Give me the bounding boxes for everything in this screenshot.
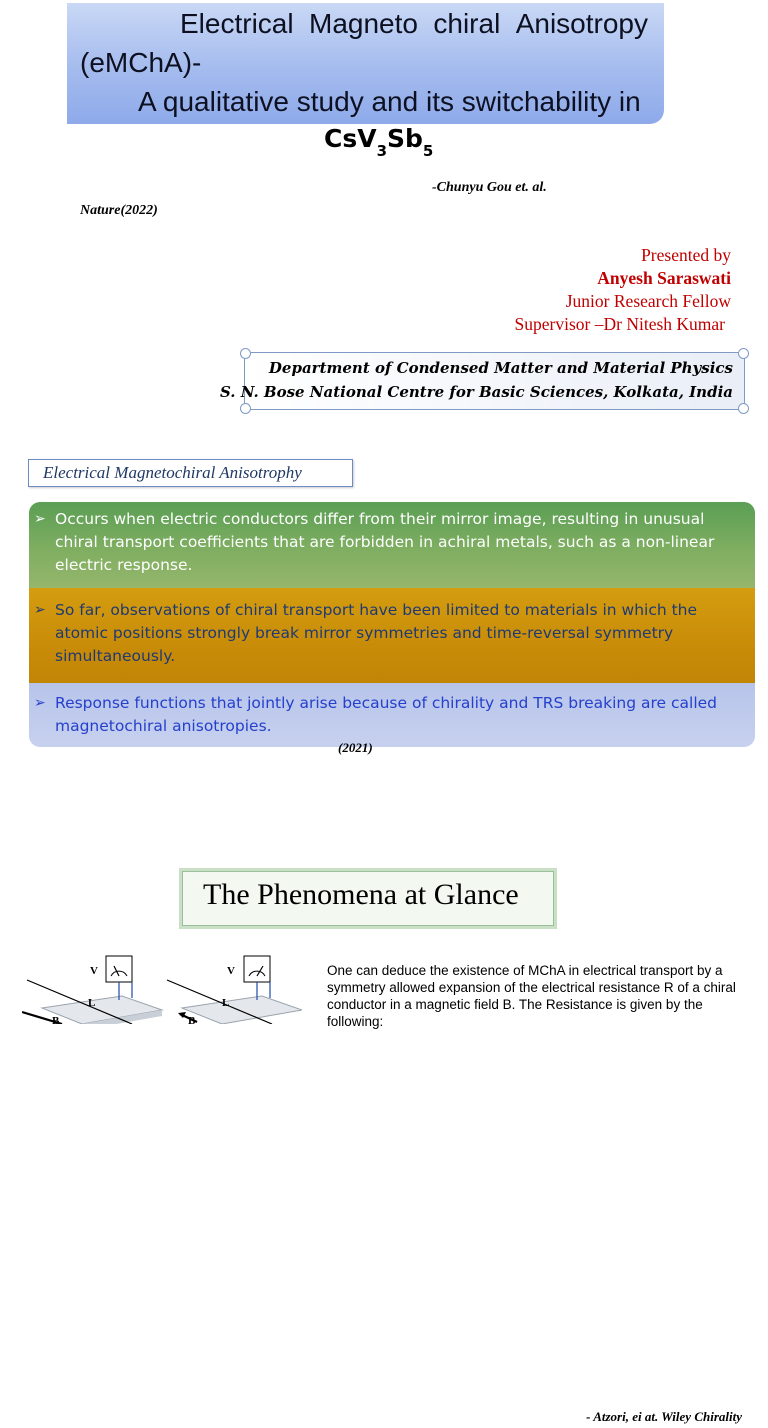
figure-label-l: L — [222, 997, 230, 1009]
scroll-curl-decoration — [738, 403, 749, 414]
bullet-text: Response functions that jointly arise because of chirality and TRS breaking are called magnetochiral anisotropies. — [55, 694, 718, 735]
scroll-curl-decoration — [738, 348, 749, 359]
presenter-role: Junior Research Fellow — [565, 291, 731, 311]
arrow-bullet-icon: ➢ — [34, 602, 46, 618]
reference-year: (2021) — [338, 740, 373, 755]
title-line-3: A qualitative study and its switchability in — [138, 86, 641, 117]
formula-subscript: 3 — [376, 142, 388, 160]
bullet-text: So far, observations of chiral transport have been limited to materials in which the atomic positions strongly break mirror symmetries and time-reversal symmetry simultaneously. — [55, 601, 698, 665]
title-word: Electrical — [180, 8, 294, 39]
material-formula — [324, 124, 434, 160]
department-scroll — [219, 352, 745, 410]
figure-label-v: V — [227, 965, 235, 977]
presented-by-label: Presented by — [641, 245, 731, 265]
section-heading-text: Electrical Magnetochiral Anisotrophy — [43, 463, 302, 482]
presenter-name: Anyesh Saraswati — [597, 268, 731, 288]
figure-label-b: B — [188, 1015, 196, 1024]
paper-authors: -Chunyu Gou et. al. — [432, 180, 547, 195]
bullet-text: Occurs when electric conductors differ from their mirror image, resulting in unusual chiral transport coefficients that are forbidden in achiral metals, such as a non-linear electric response. — [55, 510, 715, 574]
figure-label-b: B — [52, 1015, 60, 1024]
formula-cs: CsV — [324, 124, 377, 153]
title-word: Magneto — [309, 8, 418, 39]
institute-name: S. N. Bose National Centre for Basic Sciences, Kolkata, India — [219, 383, 733, 401]
presenter-supervisor: Supervisor –Dr Nitesh Kumar — [514, 314, 725, 334]
bullet-band-1 — [29, 502, 755, 588]
presenter-block — [515, 244, 731, 336]
device-schematic-left — [22, 956, 162, 1024]
mcha-schematic-figure — [22, 950, 302, 1024]
formula-sb: Sb — [387, 124, 423, 153]
title-line-1 — [180, 4, 648, 43]
phenomena-heading — [182, 871, 554, 926]
scroll-curl-decoration — [240, 348, 251, 359]
reference-citation: - Atzori, ei at. Wiley Chirality — [586, 1409, 742, 1424]
section-heading — [28, 459, 353, 487]
arrow-bullet-icon: ➢ — [34, 511, 46, 527]
title-word: Anisotropy — [515, 8, 648, 39]
paper-journal: Nature(2022) — [80, 203, 158, 218]
figure-label-l: L — [88, 997, 96, 1009]
figure-label-v: V — [90, 965, 98, 977]
department-name: Department of Condensed Matter and Material Physics — [268, 359, 733, 377]
device-schematic-right — [167, 956, 302, 1024]
formula-subscript: 5 — [422, 142, 434, 160]
arrow-bullet-icon: ➢ — [34, 695, 46, 711]
bullet-band-2 — [29, 588, 755, 683]
title-word: chiral — [433, 8, 501, 39]
scroll-curl-decoration — [240, 403, 251, 414]
title-line-2: (eMChA)- — [80, 47, 202, 78]
mcha-description: One can deduce the existence of MChA in electrical transport by a symmetry allowed expansion of the electrical resistance R of a chiral conductor in a magnetic field B. The Resistance is given by the following: — [327, 963, 736, 1029]
phenomena-heading-text: The Phenomena at Glance — [203, 878, 519, 911]
